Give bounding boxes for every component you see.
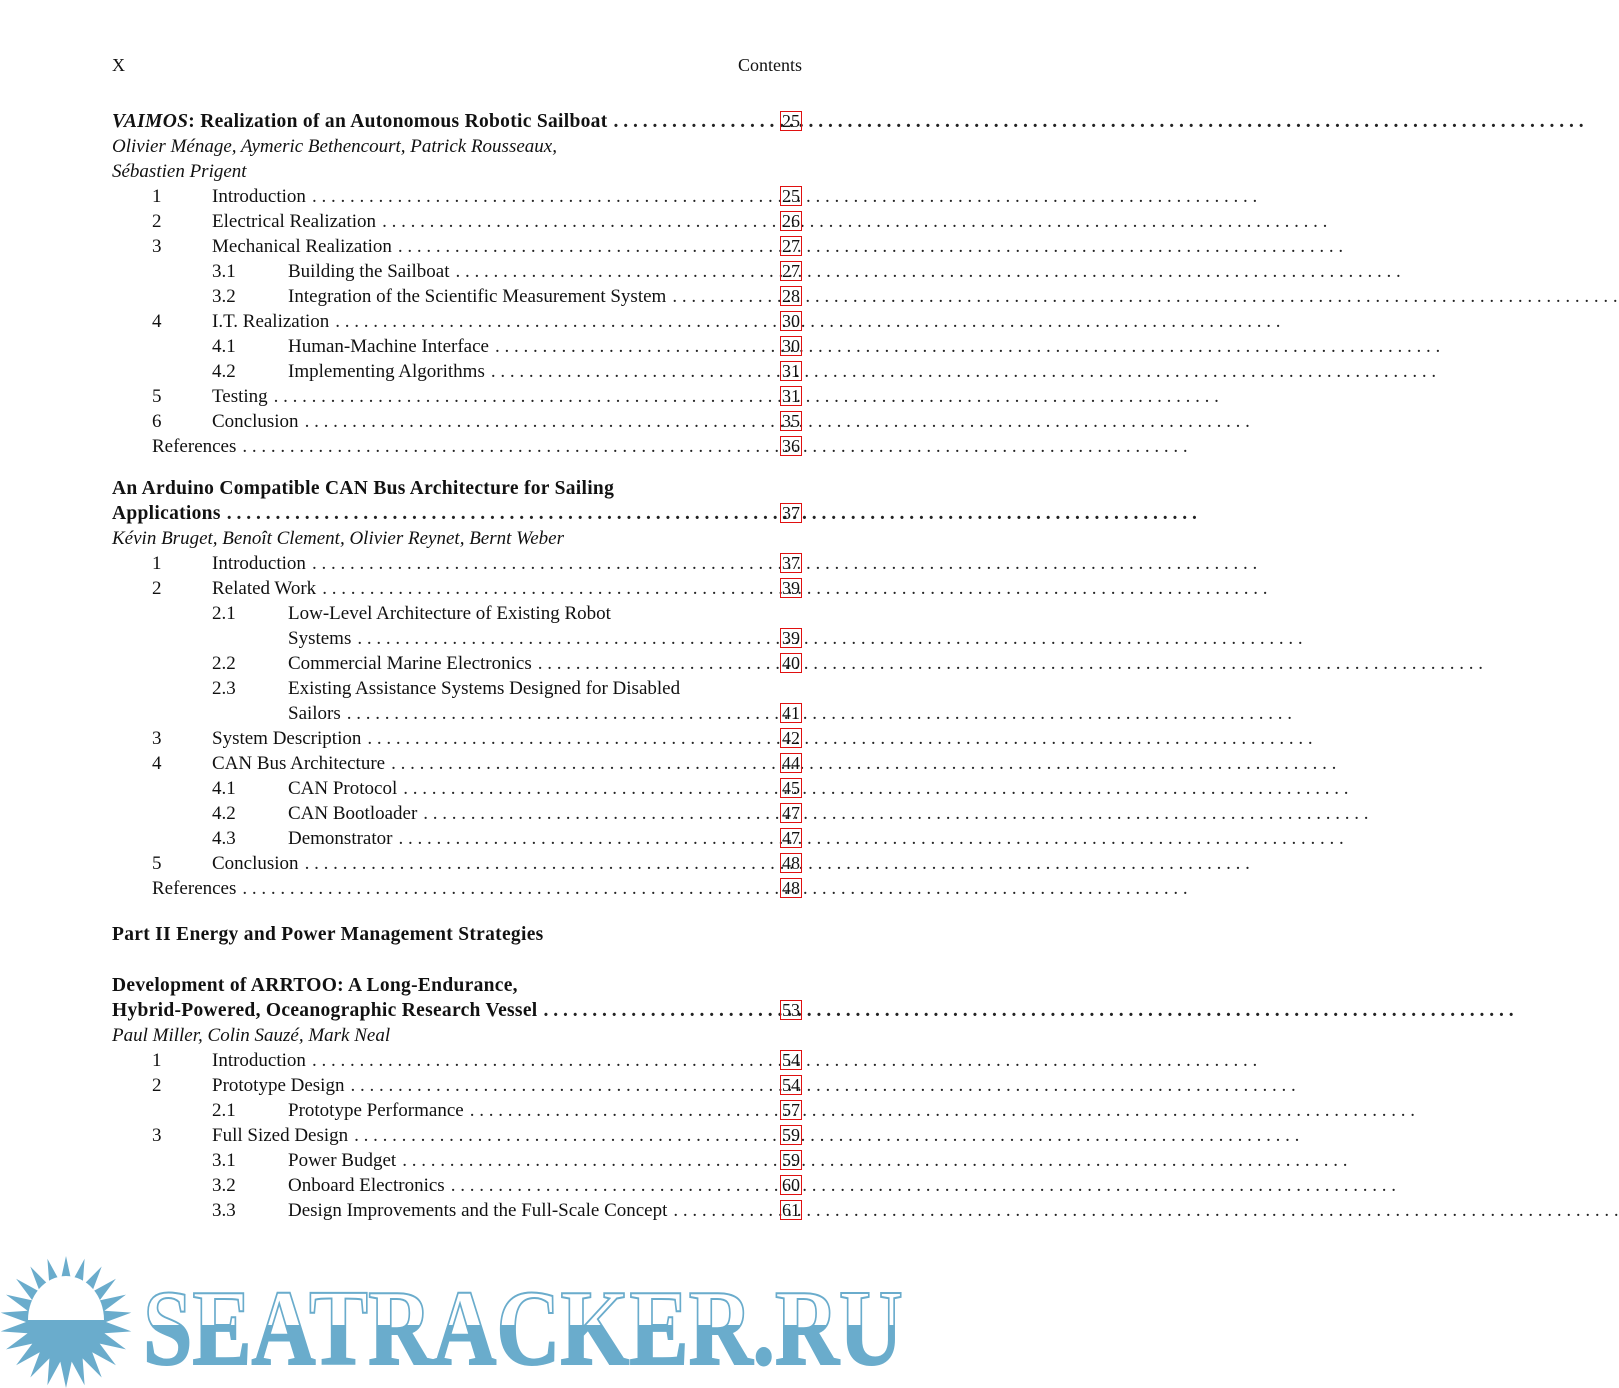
page-link[interactable] <box>762 409 802 434</box>
entry-title-text: Introduction <box>212 186 306 207</box>
dot-leader <box>347 701 1292 726</box>
toc-entry-subsection[interactable] <box>112 1148 802 1173</box>
entry-title <box>112 526 802 551</box>
section-number: 3.2 <box>212 286 236 307</box>
dot-leader <box>403 776 1348 801</box>
page-number[interactable]: 27 <box>782 261 800 281</box>
author-line <box>112 159 802 184</box>
dot-leader <box>470 1098 1415 1123</box>
page-number[interactable]: 36 <box>782 436 800 456</box>
section-number: 2.2 <box>212 653 236 674</box>
dot-leader <box>538 651 1483 676</box>
page-link[interactable] <box>762 851 802 876</box>
page-link[interactable] <box>762 334 802 359</box>
page-link[interactable] <box>762 309 802 334</box>
entry-title-text: CAN Bus Architecture <box>212 753 386 774</box>
page-number[interactable]: 47 <box>782 803 800 823</box>
entry-title-text: Sébastien Prigent <box>112 161 247 182</box>
entry-title-text: VAIMOS: Realization of an Autonomous Robotic Sailboat <box>112 111 608 132</box>
toc-entry-references[interactable] <box>112 434 802 459</box>
dot-leader <box>402 1148 1347 1173</box>
sun-icon <box>1 1256 132 1388</box>
dot-leader <box>456 259 1401 284</box>
entry-title <box>152 876 762 901</box>
section-number: 2.1 <box>212 603 236 624</box>
section-number: 4.3 <box>212 828 236 849</box>
dot-leader <box>673 1198 1618 1223</box>
entry-title-text: Implementing Algorithms <box>288 361 485 382</box>
toc-entry-section[interactable] <box>112 234 802 259</box>
toc-entry-section[interactable] <box>112 1073 802 1098</box>
author-line <box>112 526 802 551</box>
entry-title <box>288 1148 762 1173</box>
page-link[interactable] <box>762 109 802 134</box>
toc-entry-section[interactable] <box>112 726 802 751</box>
author-line <box>112 134 802 159</box>
toc-entry-subsection[interactable] <box>112 1173 802 1198</box>
page-number[interactable]: 41 <box>782 703 800 723</box>
entry-title <box>288 676 762 701</box>
page-number[interactable]: 40 <box>782 653 800 673</box>
page-link[interactable] <box>762 998 802 1023</box>
toc-entry-subsection[interactable] <box>112 334 802 359</box>
author-line <box>112 1023 802 1048</box>
entry-title <box>288 259 762 284</box>
toc-entry-section[interactable] <box>112 209 802 234</box>
entry-title-text: Mechanical Realization <box>212 236 392 257</box>
dot-leader <box>451 1173 1396 1198</box>
section-number: 3.3 <box>212 1200 236 1221</box>
entry-title-text: An Arduino Compatible CAN Bus Architecture for Sailing <box>112 478 615 499</box>
entry-title-text: System Description <box>212 728 362 749</box>
section-number: 3.1 <box>212 261 236 282</box>
page-link[interactable] <box>762 1198 802 1223</box>
page-link[interactable] <box>762 1123 802 1148</box>
page-number[interactable]: 47 <box>782 828 800 848</box>
page-number[interactable]: 45 <box>782 778 800 798</box>
entry-title <box>112 998 762 1023</box>
toc-entry-references[interactable] <box>112 876 802 901</box>
entry-title-text: Related Work <box>212 578 317 599</box>
entry-title-text: Full Sized Design <box>212 1125 349 1146</box>
entry-title <box>288 701 762 726</box>
toc-entry-subsection[interactable] <box>112 1098 802 1123</box>
toc-entry-section[interactable] <box>112 384 802 409</box>
page-number[interactable]: 61 <box>782 1200 800 1220</box>
entry-title-text: Introduction <box>212 553 306 574</box>
page-link[interactable] <box>762 284 802 309</box>
entry-title-text: Conclusion <box>212 853 299 874</box>
page-number[interactable]: 42 <box>782 728 800 748</box>
toc-entry-subsection[interactable] <box>112 284 802 309</box>
section-number: 4 <box>152 753 162 774</box>
entry-title-text: Sailors <box>288 703 341 724</box>
page-number[interactable]: 53 <box>782 1000 800 1020</box>
page-link[interactable] <box>762 1073 802 1098</box>
page-number[interactable]: 39 <box>782 578 800 598</box>
section-number: 3.2 <box>212 1175 236 1196</box>
page-number[interactable]: 59 <box>782 1125 800 1145</box>
toc-entry-subsection[interactable] <box>112 359 802 384</box>
page-number[interactable]: 31 <box>782 361 800 381</box>
entry-title <box>112 134 802 159</box>
entry-title-text: Conclusion <box>212 411 299 432</box>
dot-leader <box>335 309 1280 334</box>
dot-leader <box>227 501 1197 526</box>
page-number[interactable]: 35 <box>782 411 800 431</box>
page-number[interactable]: 48 <box>782 853 800 873</box>
section-number: 4.1 <box>212 336 236 357</box>
entry-title <box>212 209 762 234</box>
entry-title <box>212 409 762 434</box>
section-number: 2.3 <box>212 678 236 699</box>
entry-title <box>212 851 762 876</box>
entry-title-text: Applications <box>112 503 221 524</box>
entry-title-text: Kévin Bruget, Benoît Clement, Olivier Reynet, Bernt Weber <box>112 528 565 549</box>
entry-title-text: Development of ARRTOO: A Long-Endurance, <box>112 975 518 996</box>
page-link[interactable] <box>762 651 802 676</box>
dot-leader <box>614 109 1584 134</box>
section-number: 3 <box>152 1125 162 1146</box>
dot-leader <box>544 998 1514 1023</box>
dot-leader <box>491 359 1436 384</box>
toc-entry-subsection <box>112 676 802 701</box>
section-number: 2 <box>152 1075 162 1096</box>
entry-title <box>212 1123 762 1148</box>
entry-title <box>212 1073 762 1098</box>
page-link[interactable] <box>762 801 802 826</box>
entry-title <box>112 159 802 184</box>
page-number[interactable]: 25 <box>782 111 800 131</box>
section-number: 2 <box>152 211 162 232</box>
entry-title-text: CAN Bootloader <box>288 803 418 824</box>
page-link[interactable] <box>762 1148 802 1173</box>
entry-title-text: Existing Assistance Systems Designed for Disabled <box>288 678 681 699</box>
page-link[interactable] <box>762 551 802 576</box>
entry-title <box>288 601 762 626</box>
toc-entry-chapter <box>112 476 802 501</box>
entry-title <box>212 309 762 334</box>
toc-entry-section[interactable] <box>112 409 802 434</box>
entry-title <box>112 109 762 134</box>
dot-leader <box>274 384 1219 409</box>
toc-entry-section[interactable] <box>112 751 802 776</box>
page-number[interactable]: 59 <box>782 1150 800 1170</box>
watermark-logo <box>0 1250 915 1388</box>
toc-entry-section[interactable] <box>112 1123 802 1148</box>
entry-title-text: Electrical Realization <box>212 211 377 232</box>
page-link[interactable] <box>762 384 802 409</box>
entry-title <box>212 576 762 601</box>
entry-title-text: Hybrid-Powered, Oceanographic Research Vessel <box>112 1000 538 1021</box>
dot-leader <box>495 334 1440 359</box>
entry-title-text: Low-Level Architecture of Existing Robot <box>288 603 611 624</box>
page-link[interactable] <box>762 209 802 234</box>
entry-title <box>288 359 762 384</box>
section-number: 3 <box>152 728 162 749</box>
toc-entry-section[interactable] <box>112 851 802 876</box>
entry-title-text: Integration of the Scientific Measurement System <box>288 286 667 307</box>
page-number[interactable]: 39 <box>782 628 800 648</box>
page-link[interactable] <box>762 626 802 651</box>
entry-title-text: Paul Miller, Colin Sauzé, Mark Neal <box>112 1025 391 1046</box>
dot-leader <box>242 876 1187 901</box>
page-link[interactable] <box>762 434 802 459</box>
page-number[interactable]: 37 <box>782 553 800 573</box>
entry-title <box>212 726 762 751</box>
page-link[interactable] <box>762 184 802 209</box>
dot-leader <box>350 1073 1295 1098</box>
toc-entry-subsection[interactable] <box>112 801 802 826</box>
entry-title <box>212 751 762 776</box>
section-number: 3 <box>152 236 162 257</box>
page-number[interactable]: 27 <box>782 236 800 256</box>
toc-entry-section[interactable] <box>112 1048 802 1073</box>
dot-leader <box>242 434 1187 459</box>
entry-title-text: Power Budget <box>288 1150 397 1171</box>
page-link[interactable] <box>762 726 802 751</box>
entry-title-text: Building the Sailboat <box>288 261 450 282</box>
entry-title-text: Commercial Marine Electronics <box>288 653 532 674</box>
section-number: 4.2 <box>212 803 236 824</box>
page-number[interactable]: 28 <box>782 286 800 306</box>
section-number: 4 <box>152 311 162 332</box>
page-link[interactable] <box>762 751 802 776</box>
page-number[interactable]: 30 <box>782 311 800 331</box>
entry-title <box>288 826 762 851</box>
entry-title <box>112 476 762 501</box>
entry-title <box>212 1048 762 1073</box>
toc-entry-subsection[interactable] <box>112 1198 802 1223</box>
entry-title-text: I.T. Realization <box>212 311 330 332</box>
entry-title-text: Prototype Performance <box>288 1100 464 1121</box>
section-number: 2 <box>152 578 162 599</box>
toc-entry-chapter[interactable] <box>112 109 802 134</box>
entry-title-text: Design Improvements and the Full-Scale Concept <box>288 1200 668 1221</box>
entry-title <box>152 434 762 459</box>
dot-leader <box>398 234 1343 259</box>
page-link[interactable] <box>762 1048 802 1073</box>
entry-title <box>112 922 802 947</box>
entry-title-text: Part II Energy and Power Management Strategies <box>112 924 544 945</box>
entry-title <box>112 1023 802 1048</box>
toc-entry-chapter <box>112 973 802 998</box>
page-link[interactable] <box>762 501 802 526</box>
entry-title <box>288 1173 762 1198</box>
section-number: 4.2 <box>212 361 236 382</box>
toc-entry-section[interactable] <box>112 184 802 209</box>
toc-entry-section[interactable] <box>112 309 802 334</box>
entry-title-text: Testing <box>212 386 268 407</box>
page-number[interactable]: 54 <box>782 1050 800 1070</box>
page-number[interactable]: 25 <box>782 186 800 206</box>
section-number: 5 <box>152 386 162 407</box>
section-number: 6 <box>152 411 162 432</box>
page-link[interactable] <box>762 701 802 726</box>
page-number[interactable]: 44 <box>782 753 800 773</box>
entry-title <box>288 651 762 676</box>
page-link[interactable] <box>762 1098 802 1123</box>
toc-entry-section[interactable] <box>112 551 802 576</box>
entry-title <box>288 334 762 359</box>
entry-title <box>288 801 762 826</box>
page-number[interactable]: 37 <box>782 503 800 523</box>
page-number-roman: X <box>112 55 125 75</box>
entry-title <box>112 973 762 998</box>
section-number: 4.1 <box>212 778 236 799</box>
toc-entry-subsection[interactable] <box>112 776 802 801</box>
entry-title <box>212 551 762 576</box>
dot-leader <box>357 626 1302 651</box>
page-link[interactable] <box>762 359 802 384</box>
dot-leader <box>354 1123 1299 1148</box>
entry-title <box>212 384 762 409</box>
page-link[interactable] <box>762 259 802 284</box>
toc-entry-subsection[interactable] <box>112 259 802 284</box>
entry-title <box>288 626 762 651</box>
toc-entry-subsection[interactable] <box>112 701 802 726</box>
toc-entry-subsection[interactable] <box>112 826 802 851</box>
toc-entry-subsection[interactable] <box>112 651 802 676</box>
page-number[interactable]: 31 <box>782 386 800 406</box>
page-link[interactable] <box>762 876 802 901</box>
toc-entry-chapter[interactable] <box>112 501 802 526</box>
page-number[interactable]: 57 <box>782 1100 800 1120</box>
watermark-text: SEATRACKER.RU <box>143 1269 903 1388</box>
page-link[interactable] <box>762 576 802 601</box>
dot-leader <box>367 726 1312 751</box>
dot-leader <box>672 284 1617 309</box>
entry-title-text: References <box>152 878 237 899</box>
page-number[interactable]: 60 <box>782 1175 800 1195</box>
entry-title-text: References <box>152 436 237 457</box>
entry-title <box>288 1098 762 1123</box>
section-number: 1 <box>152 1050 162 1071</box>
section-number: 2.1 <box>212 1100 236 1121</box>
entry-title <box>288 776 762 801</box>
toc-entry-subsection <box>112 601 802 626</box>
page-number[interactable]: 26 <box>782 211 800 231</box>
entry-title-text: Prototype Design <box>212 1075 345 1096</box>
toc-entry-subsection[interactable] <box>112 626 802 651</box>
page-number[interactable]: 30 <box>782 336 800 356</box>
entry-title <box>212 184 762 209</box>
entry-title-text: CAN Protocol <box>288 778 398 799</box>
table-of-contents <box>112 109 802 1223</box>
page-number[interactable]: 54 <box>782 1075 800 1095</box>
section-number: 3.1 <box>212 1150 236 1171</box>
page-link[interactable] <box>762 1173 802 1198</box>
entry-title-text: Demonstrator <box>288 828 393 849</box>
entry-title <box>288 1198 762 1223</box>
entry-title-text: Systems <box>288 628 352 649</box>
page-number[interactable]: 48 <box>782 878 800 898</box>
toc-entry-chapter[interactable] <box>112 998 802 1023</box>
page-link[interactable] <box>762 234 802 259</box>
page-link[interactable] <box>762 826 802 851</box>
entry-title-text: Human-Machine Interface <box>288 336 489 357</box>
section-number: 5 <box>152 853 162 874</box>
entry-title-text: Onboard Electronics <box>288 1175 445 1196</box>
entry-title <box>112 501 762 526</box>
toc-entry-section[interactable] <box>112 576 802 601</box>
dot-leader <box>423 801 1368 826</box>
dot-leader <box>382 209 1327 234</box>
dot-leader <box>391 751 1336 776</box>
running-header: Contents <box>737 55 802 75</box>
entry-title-text: Olivier Ménage, Aymeric Bethencourt, Patrick Rousseaux, <box>112 136 557 157</box>
entry-title <box>212 234 762 259</box>
section-number: 1 <box>152 186 162 207</box>
entry-title-text: Introduction <box>212 1050 306 1071</box>
section-number: 1 <box>152 553 162 574</box>
dot-leader <box>398 826 1343 851</box>
page-link[interactable] <box>762 776 802 801</box>
entry-title <box>288 284 762 309</box>
part-heading <box>112 922 802 947</box>
